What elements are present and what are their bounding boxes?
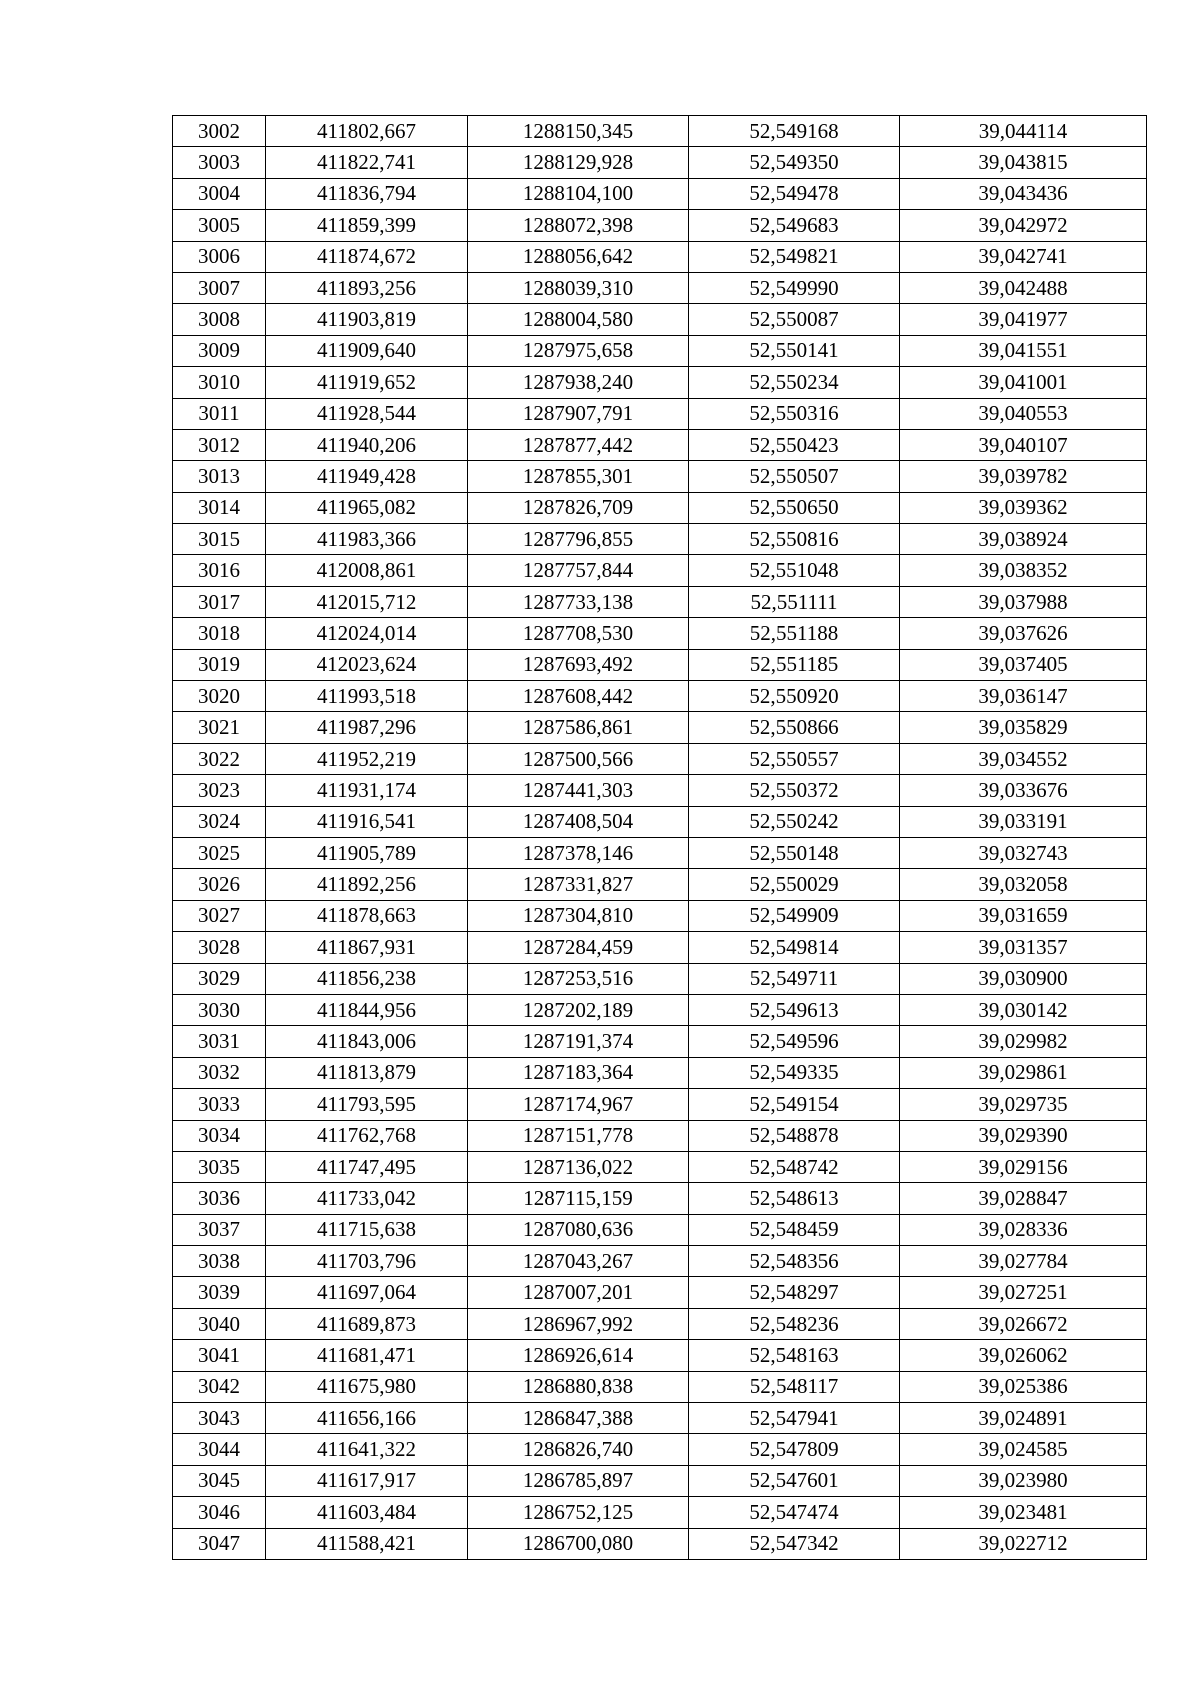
y-coordinate-cell: 1287441,303: [468, 775, 689, 806]
x-coordinate-cell: 411952,219: [266, 743, 468, 774]
y-coordinate-cell: 1288004,580: [468, 304, 689, 335]
point-number-cell: 3038: [173, 1246, 266, 1277]
table-row: [173, 524, 1147, 555]
y-coordinate-cell: 1287115,159: [468, 1183, 689, 1214]
y-coordinate-cell: 1286826,740: [468, 1434, 689, 1465]
longitude-cell: 39,029735: [900, 1089, 1147, 1120]
table-row: [173, 1089, 1147, 1120]
y-coordinate-cell: 1287183,364: [468, 1057, 689, 1088]
point-number-cell: 3017: [173, 586, 266, 617]
table-row: [173, 837, 1147, 868]
x-coordinate-cell: 411822,741: [266, 147, 468, 178]
x-coordinate-cell: 411931,174: [266, 775, 468, 806]
table-row: [173, 304, 1147, 335]
longitude-cell: 39,033676: [900, 775, 1147, 806]
x-coordinate-cell: 411641,322: [266, 1434, 468, 1465]
point-number-cell: 3033: [173, 1089, 266, 1120]
x-coordinate-cell: 411617,917: [266, 1465, 468, 1496]
point-number-cell: 3030: [173, 994, 266, 1025]
point-number-cell: 3013: [173, 461, 266, 492]
table-row: [173, 1214, 1147, 1245]
y-coordinate-cell: 1287877,442: [468, 429, 689, 460]
y-coordinate-cell: 1286926,614: [468, 1340, 689, 1371]
latitude-cell: 52,550920: [689, 681, 900, 712]
point-number-cell: 3027: [173, 900, 266, 931]
point-number-cell: 3021: [173, 712, 266, 743]
latitude-cell: 52,547809: [689, 1434, 900, 1465]
x-coordinate-cell: 411697,064: [266, 1277, 468, 1308]
y-coordinate-cell: 1287608,442: [468, 681, 689, 712]
longitude-cell: 39,032743: [900, 837, 1147, 868]
longitude-cell: 39,039362: [900, 492, 1147, 523]
longitude-cell: 39,029390: [900, 1120, 1147, 1151]
point-number-cell: 3018: [173, 618, 266, 649]
x-coordinate-cell: 411987,296: [266, 712, 468, 743]
point-number-cell: 3019: [173, 649, 266, 680]
table-row: [173, 1371, 1147, 1402]
table-row: [173, 649, 1147, 680]
point-number-cell: 3010: [173, 367, 266, 398]
table-row: [173, 116, 1147, 147]
point-number-cell: 3044: [173, 1434, 266, 1465]
x-coordinate-cell: 411793,595: [266, 1089, 468, 1120]
y-coordinate-cell: 1287174,967: [468, 1089, 689, 1120]
point-number-cell: 3016: [173, 555, 266, 586]
latitude-cell: 52,550507: [689, 461, 900, 492]
longitude-cell: 39,038352: [900, 555, 1147, 586]
table-row: [173, 335, 1147, 366]
table-row: [173, 712, 1147, 743]
point-number-cell: 3015: [173, 524, 266, 555]
point-number-cell: 3007: [173, 272, 266, 303]
x-coordinate-cell: 411588,421: [266, 1528, 468, 1559]
point-number-cell: 3014: [173, 492, 266, 523]
x-coordinate-cell: 412024,014: [266, 618, 468, 649]
table-row: [173, 963, 1147, 994]
latitude-cell: 52,550650: [689, 492, 900, 523]
table-row: [173, 806, 1147, 837]
point-number-cell: 3012: [173, 429, 266, 460]
x-coordinate-cell: 411903,819: [266, 304, 468, 335]
table-row: [173, 1434, 1147, 1465]
point-number-cell: 3028: [173, 932, 266, 963]
longitude-cell: 39,043436: [900, 178, 1147, 209]
longitude-cell: 39,027784: [900, 1246, 1147, 1277]
longitude-cell: 39,032058: [900, 869, 1147, 900]
latitude-cell: 52,549990: [689, 272, 900, 303]
x-coordinate-cell: 411715,638: [266, 1214, 468, 1245]
table-row: [173, 241, 1147, 272]
longitude-cell: 39,037988: [900, 586, 1147, 617]
longitude-cell: 39,042741: [900, 241, 1147, 272]
latitude-cell: 52,547941: [689, 1403, 900, 1434]
latitude-cell: 52,549683: [689, 210, 900, 241]
table-row: [173, 932, 1147, 963]
table-row: [173, 461, 1147, 492]
table-row: [173, 1465, 1147, 1496]
latitude-cell: 52,548878: [689, 1120, 900, 1151]
y-coordinate-cell: 1287855,301: [468, 461, 689, 492]
latitude-cell: 52,550087: [689, 304, 900, 335]
longitude-cell: 39,022712: [900, 1528, 1147, 1559]
point-number-cell: 3041: [173, 1340, 266, 1371]
y-coordinate-cell: 1287938,240: [468, 367, 689, 398]
y-coordinate-cell: 1287136,022: [468, 1151, 689, 1182]
table-row: [173, 869, 1147, 900]
latitude-cell: 52,548163: [689, 1340, 900, 1371]
y-coordinate-cell: 1286847,388: [468, 1403, 689, 1434]
point-number-cell: 3020: [173, 681, 266, 712]
latitude-cell: 52,549335: [689, 1057, 900, 1088]
y-coordinate-cell: 1287202,189: [468, 994, 689, 1025]
longitude-cell: 39,043815: [900, 147, 1147, 178]
x-coordinate-cell: 411916,541: [266, 806, 468, 837]
point-number-cell: 3046: [173, 1497, 266, 1528]
point-number-cell: 3032: [173, 1057, 266, 1088]
longitude-cell: 39,042972: [900, 210, 1147, 241]
x-coordinate-cell: 411802,667: [266, 116, 468, 147]
latitude-cell: 52,550141: [689, 335, 900, 366]
x-coordinate-cell: 411867,931: [266, 932, 468, 963]
longitude-cell: 39,029156: [900, 1151, 1147, 1182]
x-coordinate-cell: 412015,712: [266, 586, 468, 617]
y-coordinate-cell: 1288039,310: [468, 272, 689, 303]
table-row: [173, 1151, 1147, 1182]
x-coordinate-cell: 411878,663: [266, 900, 468, 931]
x-coordinate-cell: 412008,861: [266, 555, 468, 586]
x-coordinate-cell: 411919,652: [266, 367, 468, 398]
table-row: [173, 1246, 1147, 1277]
point-number-cell: 3036: [173, 1183, 266, 1214]
latitude-cell: 52,550816: [689, 524, 900, 555]
table-row: [173, 900, 1147, 931]
table-row: [173, 681, 1147, 712]
longitude-cell: 39,031357: [900, 932, 1147, 963]
longitude-cell: 39,023481: [900, 1497, 1147, 1528]
y-coordinate-cell: 1287708,530: [468, 618, 689, 649]
y-coordinate-cell: 1287080,636: [468, 1214, 689, 1245]
y-coordinate-cell: 1286967,992: [468, 1308, 689, 1339]
latitude-cell: 52,547474: [689, 1497, 900, 1528]
longitude-cell: 39,042488: [900, 272, 1147, 303]
x-coordinate-cell: 411603,484: [266, 1497, 468, 1528]
point-number-cell: 3040: [173, 1308, 266, 1339]
y-coordinate-cell: 1287284,459: [468, 932, 689, 963]
point-number-cell: 3039: [173, 1277, 266, 1308]
table-row: [173, 367, 1147, 398]
longitude-cell: 39,026062: [900, 1340, 1147, 1371]
point-number-cell: 3037: [173, 1214, 266, 1245]
table-row: [173, 1277, 1147, 1308]
latitude-cell: 52,548117: [689, 1371, 900, 1402]
y-coordinate-cell: 1287500,566: [468, 743, 689, 774]
point-number-cell: 3006: [173, 241, 266, 272]
longitude-cell: 39,041001: [900, 367, 1147, 398]
x-coordinate-cell: 411940,206: [266, 429, 468, 460]
x-coordinate-cell: 411675,980: [266, 1371, 468, 1402]
x-coordinate-cell: 411928,544: [266, 398, 468, 429]
longitude-cell: 39,028336: [900, 1214, 1147, 1245]
latitude-cell: 52,550372: [689, 775, 900, 806]
x-coordinate-cell: 411689,873: [266, 1308, 468, 1339]
y-coordinate-cell: 1287043,267: [468, 1246, 689, 1277]
table-row: [173, 775, 1147, 806]
x-coordinate-cell: 411874,672: [266, 241, 468, 272]
table-row: [173, 492, 1147, 523]
y-coordinate-cell: 1287191,374: [468, 1026, 689, 1057]
point-number-cell: 3024: [173, 806, 266, 837]
longitude-cell: 39,041977: [900, 304, 1147, 335]
y-coordinate-cell: 1287253,516: [468, 963, 689, 994]
point-number-cell: 3022: [173, 743, 266, 774]
longitude-cell: 39,036147: [900, 681, 1147, 712]
table-row: [173, 429, 1147, 460]
y-coordinate-cell: 1287586,861: [468, 712, 689, 743]
latitude-cell: 52,549350: [689, 147, 900, 178]
longitude-cell: 39,030900: [900, 963, 1147, 994]
x-coordinate-cell: 411656,166: [266, 1403, 468, 1434]
table-row: [173, 272, 1147, 303]
y-coordinate-cell: 1286700,080: [468, 1528, 689, 1559]
longitude-cell: 39,037626: [900, 618, 1147, 649]
latitude-cell: 52,549821: [689, 241, 900, 272]
latitude-cell: 52,549909: [689, 900, 900, 931]
longitude-cell: 39,024891: [900, 1403, 1147, 1434]
x-coordinate-cell: 411747,495: [266, 1151, 468, 1182]
longitude-cell: 39,038924: [900, 524, 1147, 555]
latitude-cell: 52,550234: [689, 367, 900, 398]
longitude-cell: 39,029861: [900, 1057, 1147, 1088]
table-row: [173, 147, 1147, 178]
point-number-cell: 3045: [173, 1465, 266, 1496]
latitude-cell: 52,549154: [689, 1089, 900, 1120]
y-coordinate-cell: 1288129,928: [468, 147, 689, 178]
longitude-cell: 39,033191: [900, 806, 1147, 837]
x-coordinate-cell: 411813,879: [266, 1057, 468, 1088]
latitude-cell: 52,547601: [689, 1465, 900, 1496]
x-coordinate-cell: 411965,082: [266, 492, 468, 523]
longitude-cell: 39,023980: [900, 1465, 1147, 1496]
table-row: [173, 994, 1147, 1025]
y-coordinate-cell: 1286785,897: [468, 1465, 689, 1496]
latitude-cell: 52,550148: [689, 837, 900, 868]
table-row: [173, 1120, 1147, 1151]
latitude-cell: 52,551111: [689, 586, 900, 617]
x-coordinate-cell: 411733,042: [266, 1183, 468, 1214]
point-number-cell: 3002: [173, 116, 266, 147]
longitude-cell: 39,024585: [900, 1434, 1147, 1465]
longitude-cell: 39,030142: [900, 994, 1147, 1025]
latitude-cell: 52,548742: [689, 1151, 900, 1182]
longitude-cell: 39,044114: [900, 116, 1147, 147]
table-row: [173, 1308, 1147, 1339]
longitude-cell: 39,034552: [900, 743, 1147, 774]
y-coordinate-cell: 1287378,146: [468, 837, 689, 868]
x-coordinate-cell: 411681,471: [266, 1340, 468, 1371]
y-coordinate-cell: 1286880,838: [468, 1371, 689, 1402]
point-number-cell: 3034: [173, 1120, 266, 1151]
latitude-cell: 52,549168: [689, 116, 900, 147]
y-coordinate-cell: 1286752,125: [468, 1497, 689, 1528]
y-coordinate-cell: 1287304,810: [468, 900, 689, 931]
point-number-cell: 3026: [173, 869, 266, 900]
point-number-cell: 3023: [173, 775, 266, 806]
point-number-cell: 3008: [173, 304, 266, 335]
table-row: [173, 178, 1147, 209]
x-coordinate-cell: 411993,518: [266, 681, 468, 712]
latitude-cell: 52,549814: [689, 932, 900, 963]
point-number-cell: 3047: [173, 1528, 266, 1559]
longitude-cell: 39,035829: [900, 712, 1147, 743]
y-coordinate-cell: 1287796,855: [468, 524, 689, 555]
table-row: [173, 1403, 1147, 1434]
point-number-cell: 3004: [173, 178, 266, 209]
table-row: [173, 586, 1147, 617]
point-number-cell: 3009: [173, 335, 266, 366]
latitude-cell: 52,550866: [689, 712, 900, 743]
table-row: [173, 1497, 1147, 1528]
longitude-cell: 39,027251: [900, 1277, 1147, 1308]
table-row: [173, 1026, 1147, 1057]
point-number-cell: 3042: [173, 1371, 266, 1402]
longitude-cell: 39,025386: [900, 1371, 1147, 1402]
longitude-cell: 39,026672: [900, 1308, 1147, 1339]
x-coordinate-cell: 411905,789: [266, 837, 468, 868]
x-coordinate-cell: 411703,796: [266, 1246, 468, 1277]
longitude-cell: 39,041551: [900, 335, 1147, 366]
y-coordinate-cell: 1288104,100: [468, 178, 689, 209]
table-row: [173, 1528, 1147, 1559]
y-coordinate-cell: 1287007,201: [468, 1277, 689, 1308]
x-coordinate-cell: 411856,238: [266, 963, 468, 994]
y-coordinate-cell: 1287733,138: [468, 586, 689, 617]
longitude-cell: 39,040107: [900, 429, 1147, 460]
point-number-cell: 3043: [173, 1403, 266, 1434]
y-coordinate-cell: 1287693,492: [468, 649, 689, 680]
point-number-cell: 3005: [173, 210, 266, 241]
table-row: [173, 1340, 1147, 1371]
latitude-cell: 52,550029: [689, 869, 900, 900]
y-coordinate-cell: 1287975,658: [468, 335, 689, 366]
latitude-cell: 52,549478: [689, 178, 900, 209]
longitude-cell: 39,028847: [900, 1183, 1147, 1214]
y-coordinate-cell: 1287757,844: [468, 555, 689, 586]
y-coordinate-cell: 1287331,827: [468, 869, 689, 900]
x-coordinate-cell: 411836,794: [266, 178, 468, 209]
table-row: [173, 1183, 1147, 1214]
point-number-cell: 3025: [173, 837, 266, 868]
point-number-cell: 3031: [173, 1026, 266, 1057]
coordinate-table: [172, 115, 1147, 1560]
y-coordinate-cell: 1287907,791: [468, 398, 689, 429]
x-coordinate-cell: 411859,399: [266, 210, 468, 241]
latitude-cell: 52,548459: [689, 1214, 900, 1245]
coordinate-table-body: [173, 116, 1147, 1560]
y-coordinate-cell: 1287408,504: [468, 806, 689, 837]
point-number-cell: 3011: [173, 398, 266, 429]
table-row: [173, 210, 1147, 241]
y-coordinate-cell: 1288072,398: [468, 210, 689, 241]
table-row: [173, 743, 1147, 774]
latitude-cell: 52,549711: [689, 963, 900, 994]
x-coordinate-cell: 411762,768: [266, 1120, 468, 1151]
latitude-cell: 52,548356: [689, 1246, 900, 1277]
latitude-cell: 52,550423: [689, 429, 900, 460]
x-coordinate-cell: 411949,428: [266, 461, 468, 492]
y-coordinate-cell: 1287826,709: [468, 492, 689, 523]
table-row: [173, 618, 1147, 649]
longitude-cell: 39,039782: [900, 461, 1147, 492]
longitude-cell: 39,040553: [900, 398, 1147, 429]
longitude-cell: 39,031659: [900, 900, 1147, 931]
latitude-cell: 52,550242: [689, 806, 900, 837]
table-row: [173, 398, 1147, 429]
x-coordinate-cell: 411893,256: [266, 272, 468, 303]
table-row: [173, 555, 1147, 586]
latitude-cell: 52,550557: [689, 743, 900, 774]
x-coordinate-cell: 411843,006: [266, 1026, 468, 1057]
point-number-cell: 3029: [173, 963, 266, 994]
latitude-cell: 52,551048: [689, 555, 900, 586]
x-coordinate-cell: 411983,366: [266, 524, 468, 555]
y-coordinate-cell: 1287151,778: [468, 1120, 689, 1151]
x-coordinate-cell: 411909,640: [266, 335, 468, 366]
longitude-cell: 39,029982: [900, 1026, 1147, 1057]
latitude-cell: 52,551185: [689, 649, 900, 680]
latitude-cell: 52,551188: [689, 618, 900, 649]
point-number-cell: 3035: [173, 1151, 266, 1182]
x-coordinate-cell: 412023,624: [266, 649, 468, 680]
y-coordinate-cell: 1288056,642: [468, 241, 689, 272]
y-coordinate-cell: 1288150,345: [468, 116, 689, 147]
latitude-cell: 52,548613: [689, 1183, 900, 1214]
longitude-cell: 39,037405: [900, 649, 1147, 680]
latitude-cell: 52,549613: [689, 994, 900, 1025]
latitude-cell: 52,548236: [689, 1308, 900, 1339]
latitude-cell: 52,547342: [689, 1528, 900, 1559]
latitude-cell: 52,550316: [689, 398, 900, 429]
x-coordinate-cell: 411844,956: [266, 994, 468, 1025]
table-row: [173, 1057, 1147, 1088]
latitude-cell: 52,548297: [689, 1277, 900, 1308]
x-coordinate-cell: 411892,256: [266, 869, 468, 900]
point-number-cell: 3003: [173, 147, 266, 178]
latitude-cell: 52,549596: [689, 1026, 900, 1057]
